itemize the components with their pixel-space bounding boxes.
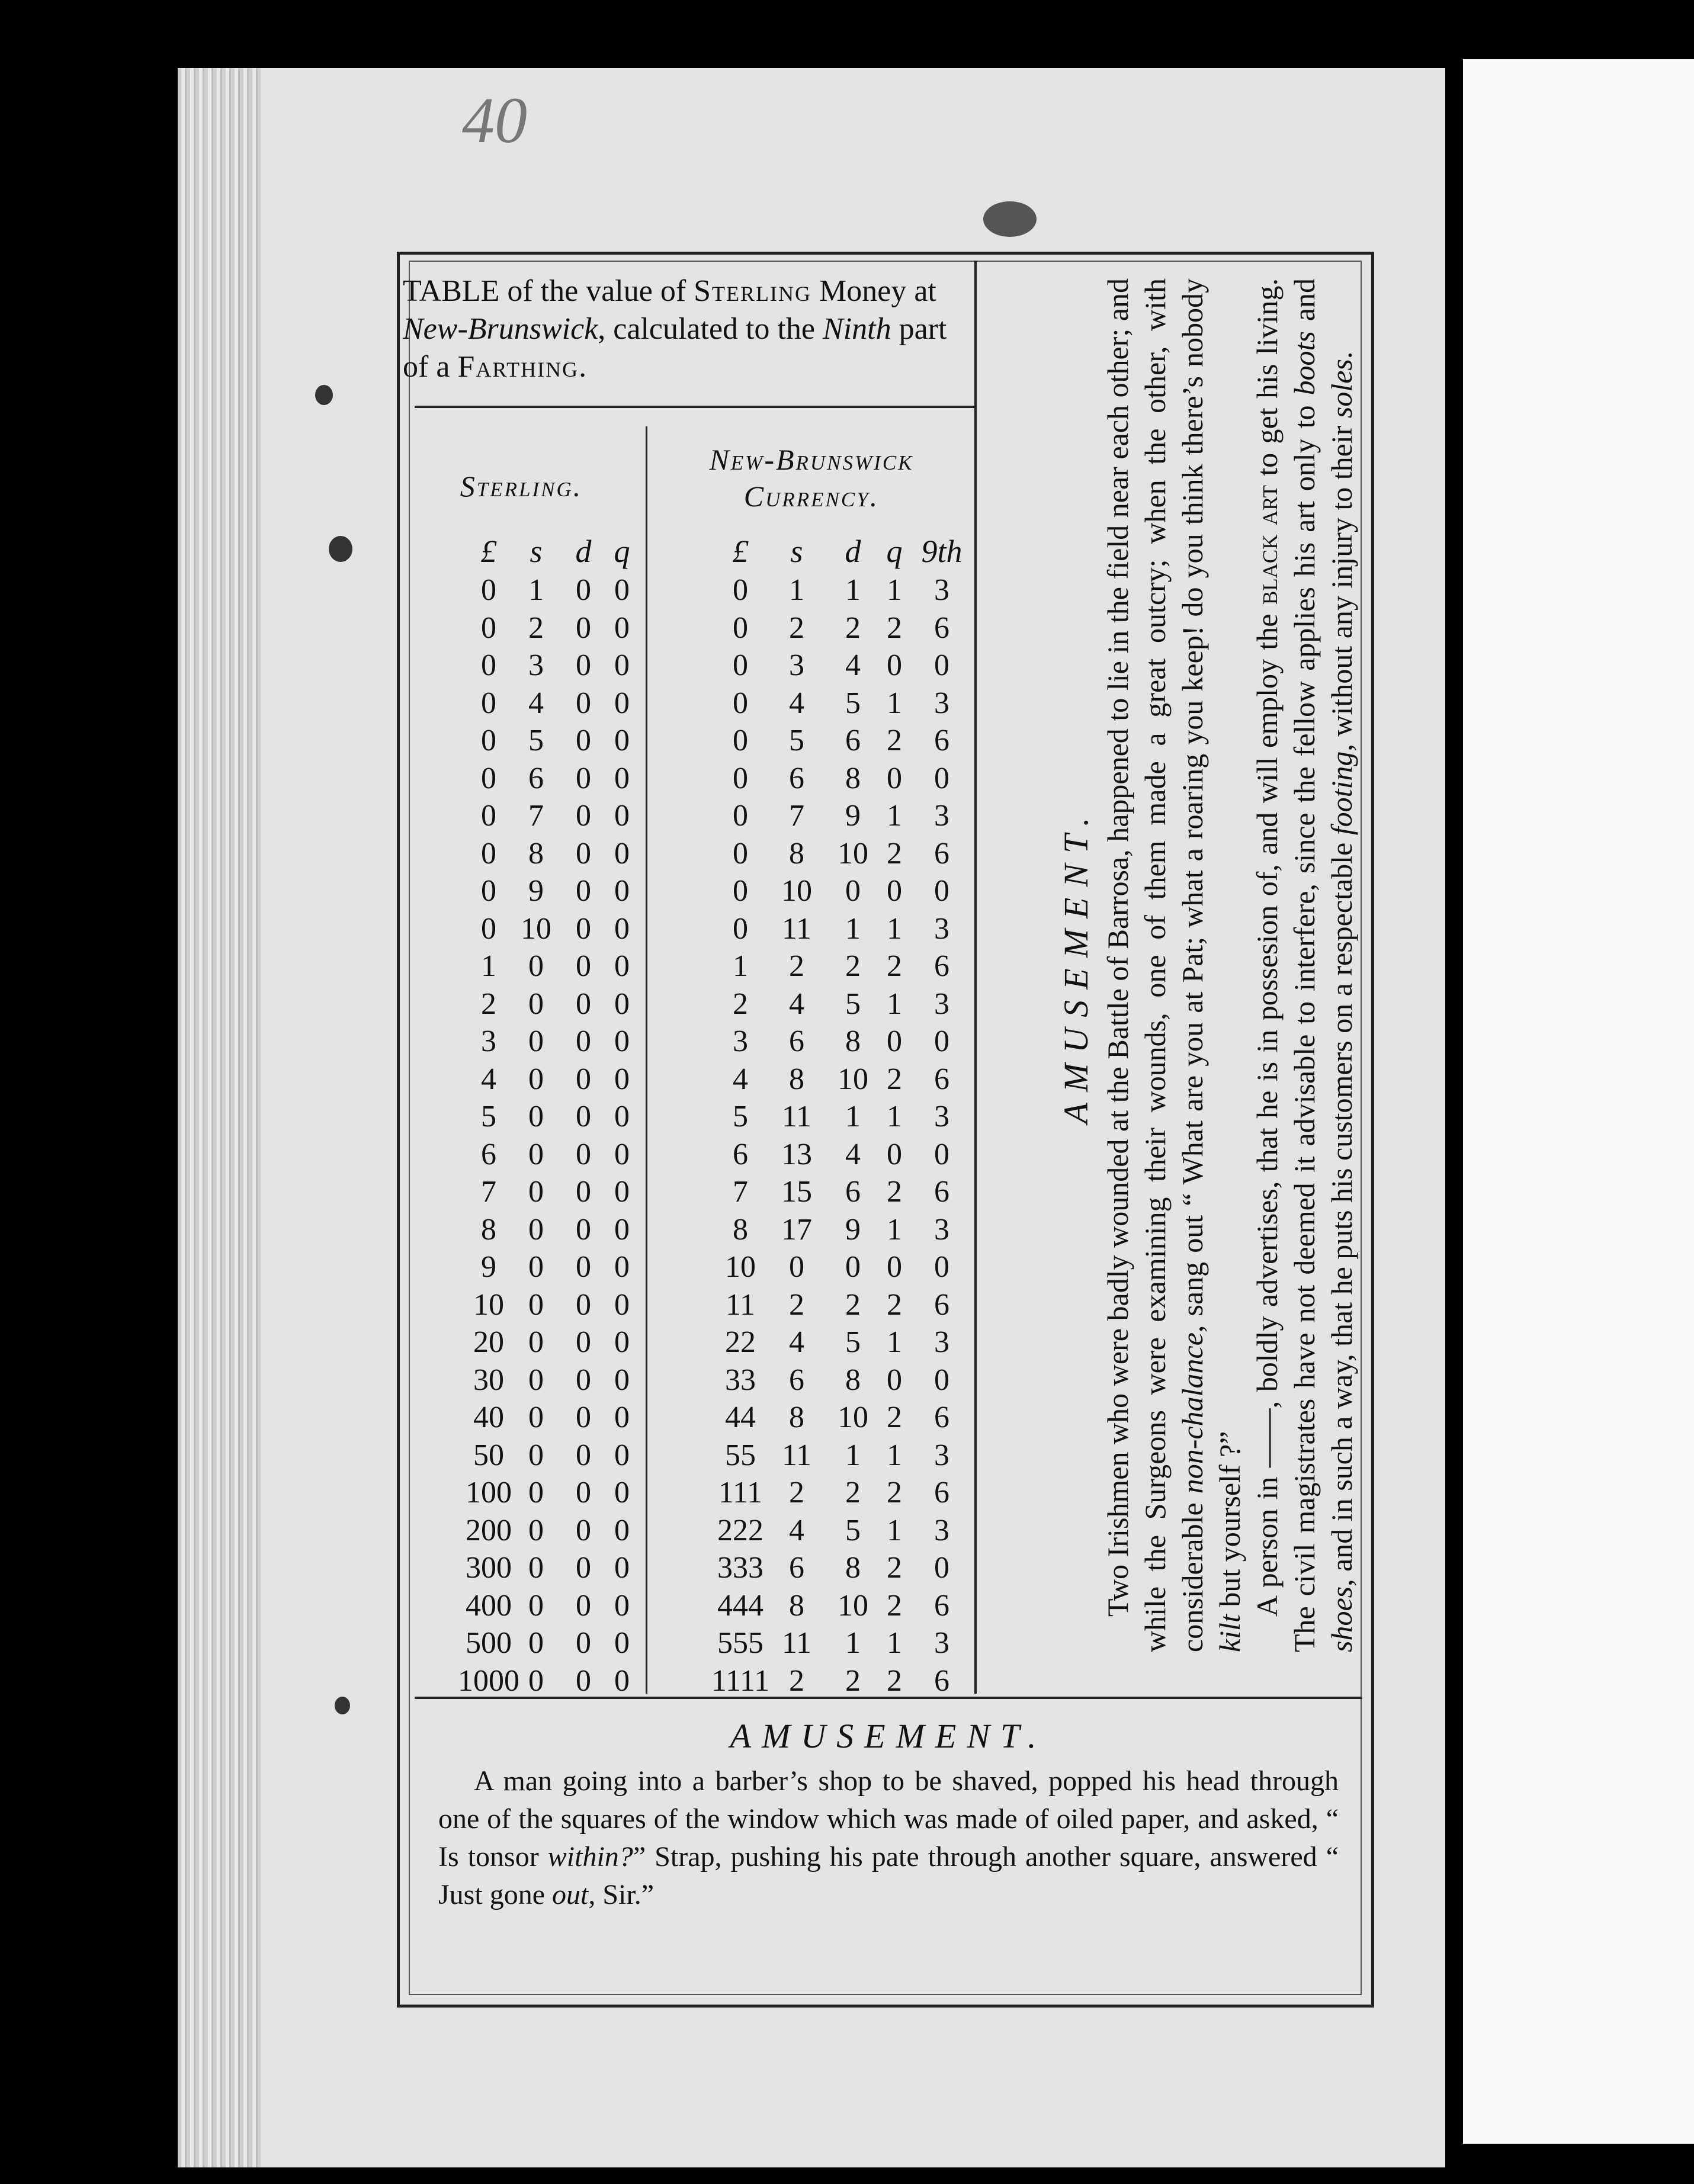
currency-cell: 0 [789, 1250, 804, 1284]
currency-cell: 6 [934, 1663, 949, 1698]
sterling-cell: 0 [528, 1363, 544, 1397]
sterling-cell: 0 [576, 1363, 591, 1397]
sterling-cell: 0 [576, 949, 591, 983]
currency-cell: 1 [887, 1626, 902, 1660]
currency-cell: 0 [934, 648, 949, 682]
sterling-cell: 1000 [458, 1663, 519, 1698]
sterling-cell: 8 [528, 836, 544, 871]
sterling-cell: 0 [576, 1100, 591, 1133]
side-article [1057, 278, 1377, 1652]
sterling-cell: 0 [576, 1287, 591, 1322]
currency-cell: 6 [934, 1062, 949, 1096]
sterling-cell: 0 [614, 761, 630, 795]
sterling-cell: 0 [614, 648, 630, 682]
sterling-cell: 0 [528, 1100, 544, 1133]
currency-cell: 6 [789, 1024, 804, 1058]
currency-cell: 2 [887, 724, 902, 757]
currency-cell: 2 [887, 1287, 902, 1322]
currency-cell: 9 [845, 1212, 861, 1247]
sterling-cell: 20 [473, 1325, 504, 1359]
sterling-cell: 0 [576, 1212, 591, 1247]
currency-cell: 3 [934, 573, 949, 607]
currency-cell: 0 [733, 911, 748, 946]
sterling-cell: 0 [528, 1476, 544, 1509]
currency-cell: 10 [781, 874, 812, 908]
currency-cell: 8 [789, 1062, 804, 1096]
sterling-cell: 0 [614, 1588, 630, 1623]
sterling-cell: 200 [466, 1513, 512, 1547]
currency-cell: 10 [838, 836, 868, 871]
currency-cell: 17 [781, 1212, 812, 1247]
side-article-heading: AMUSEMENT. [1057, 807, 1095, 1124]
currency-cell: 0 [733, 648, 748, 682]
currency-cell: 0 [887, 1250, 902, 1284]
currency-cell: 5 [789, 724, 804, 757]
sterling-cell: 0 [528, 1175, 544, 1209]
currency-cell: 5 [733, 1100, 748, 1133]
currency-cell: 2 [789, 949, 804, 983]
sterling-cell: 0 [528, 1551, 544, 1585]
currency-cell: 4 [789, 1513, 804, 1547]
currency-cell: 1 [845, 1438, 861, 1472]
sterling-cell: 0 [576, 1401, 591, 1434]
currency-cell: 0 [934, 761, 949, 795]
currency-cell: 1 [845, 573, 861, 607]
currency-cell: 2 [845, 1476, 861, 1509]
currency-cell: 3 [934, 1325, 949, 1359]
currency-cell: 111 [718, 1476, 763, 1509]
sterling-cell: 0 [576, 611, 591, 645]
currency-cell: 2 [887, 1588, 902, 1623]
currency-cell: 13 [781, 1137, 812, 1171]
sterling-cell: 0 [481, 799, 496, 833]
currency-cell: 0 [934, 1137, 949, 1171]
sterling-cell: 0 [576, 1137, 591, 1171]
sterling-cell: 30 [473, 1363, 504, 1397]
sterling-cell: 7 [528, 799, 544, 833]
sterling-cell: 10 [521, 911, 551, 946]
currency-cell: 6 [845, 724, 861, 757]
currency-cell: 6 [934, 836, 949, 871]
currency-cell: 3 [934, 1100, 949, 1133]
sterling-cell: 0 [614, 686, 630, 720]
currency-cell: 3 [934, 799, 949, 833]
currency-cell: 3 [934, 987, 949, 1021]
currency-cell: 1 [887, 1325, 902, 1359]
currency-cell: 0 [733, 836, 748, 871]
sterling-cell: 6 [528, 761, 544, 795]
currency-cell: 5 [845, 1325, 861, 1359]
sterling-column-heading: Sterling. [460, 470, 583, 503]
currency-cell: 55 [725, 1438, 756, 1472]
currency-cell: 1 [887, 1100, 902, 1133]
sterling-cell: 0 [528, 1137, 544, 1171]
currency-cell: 8 [789, 1401, 804, 1434]
sterling-cell: 50 [473, 1438, 504, 1472]
currency-cell: 11 [781, 911, 812, 946]
sterling-cell: 1 [528, 573, 544, 607]
sterling-cell: 40 [473, 1401, 504, 1434]
sterling-cell: 0 [528, 1325, 544, 1359]
sterling-cell: 0 [528, 1024, 544, 1058]
sterling-cell: 0 [528, 1438, 544, 1472]
sterling-cell: 6 [481, 1137, 496, 1171]
currency-cell: 4 [789, 1325, 804, 1359]
sterling-cell: 0 [576, 761, 591, 795]
sterling-cell: 1 [481, 949, 496, 983]
currency-cell: 0 [733, 573, 748, 607]
sterling-cell: 500 [466, 1626, 512, 1660]
sterling-cell: 0 [481, 686, 496, 720]
currency-cell: 6 [733, 1137, 748, 1171]
currency-cell: 8 [789, 1588, 804, 1623]
sterling-cell: 8 [481, 1212, 496, 1247]
currency-cell: 2 [887, 1551, 902, 1585]
currency-cell: 6 [845, 1175, 861, 1209]
currency-cell: 6 [934, 1476, 949, 1509]
facing-blank-page [1463, 59, 1694, 2144]
sterling-cell: 0 [528, 1062, 544, 1096]
sterling-cell: 0 [614, 1401, 630, 1434]
sterling-cell: 100 [466, 1476, 512, 1509]
currency-cell: 10 [838, 1401, 868, 1434]
sterling-cell: 0 [614, 1212, 630, 1247]
currency-cell: 2 [887, 836, 902, 871]
currency-cell: 6 [789, 761, 804, 795]
currency-cell: 0 [887, 648, 902, 682]
currency-unit-label: 9th [921, 534, 962, 569]
currency-cell: 8 [845, 1363, 861, 1397]
sterling-cell: 0 [614, 1363, 630, 1397]
sterling-cell: 3 [481, 1024, 496, 1058]
sterling-cell: 0 [481, 911, 496, 946]
sterling-cell: 0 [614, 1175, 630, 1209]
currency-cell: 1 [845, 1100, 861, 1133]
currency-cell: 3 [934, 1513, 949, 1547]
side-article-paragraph-1: Two Irishmen who were badly wounded at the Battle of Barrosa, happened to lie in the field near each other; and while the Surgeons were examining their wounds, one of them made a great outcry; when the other, with considerable non-chalance, sang out “ What are you at Pat; what a roaring you keep! do you think there’s nobody kilt but yourself ?” [1101, 278, 1246, 1652]
sterling-cell: 0 [528, 1626, 544, 1660]
currency-cell: 0 [934, 1363, 949, 1397]
currency-cell: 333 [717, 1551, 763, 1585]
currency-cell: 1 [845, 911, 861, 946]
ink-spot [315, 385, 333, 405]
currency-cell: 0 [934, 1551, 949, 1585]
currency-cell: 1 [733, 949, 748, 983]
currency-cell: 2 [887, 611, 902, 645]
currency-cell: 1 [887, 686, 902, 720]
currency-cell: 6 [789, 1363, 804, 1397]
currency-cell: 1 [887, 573, 902, 607]
sterling-cell: 0 [614, 799, 630, 833]
currency-cell: 6 [789, 1551, 804, 1585]
currency-cell: 7 [733, 1175, 748, 1209]
sterling-cell: 0 [614, 1438, 630, 1472]
sterling-cell: 0 [614, 874, 630, 908]
sterling-cell: 0 [576, 1476, 591, 1509]
sterling-cell: 10 [473, 1287, 504, 1322]
currency-cell: 1 [887, 1438, 902, 1472]
currency-cell: 0 [733, 724, 748, 757]
sterling-cell: 0 [576, 1663, 591, 1698]
ink-spot [983, 201, 1037, 237]
currency-cell: 11 [781, 1626, 812, 1660]
currency-cell: 222 [717, 1513, 763, 1547]
sterling-cell: 0 [614, 1513, 630, 1547]
sterling-cell: 0 [614, 1024, 630, 1058]
currency-cell: 1 [887, 1513, 902, 1547]
sterling-cell: 2 [481, 987, 496, 1021]
sterling-cell: 3 [528, 648, 544, 682]
sterling-cell: 0 [614, 1100, 630, 1133]
currency-cell: 6 [934, 949, 949, 983]
sterling-cell: 0 [528, 1250, 544, 1284]
sterling-cell: 400 [466, 1588, 512, 1623]
sterling-cell: 0 [576, 1250, 591, 1284]
sterling-cell: 0 [576, 911, 591, 946]
sterling-cell: 4 [481, 1062, 496, 1096]
currency-cell: 9 [845, 799, 861, 833]
side-article-paragraph-2: A person in ——, boldly advertises, that he is in possesion of, and will employ the black art to get his living. The civil magistrates have not deemed it advisable to interfere, since the fellow applies his art only to boots and shoes, and in such a way, that he puts his customers on a respectable footing, without any injury to their soles. [1250, 278, 1358, 1652]
sterling-unit-label: q [614, 534, 630, 569]
currency-cell: 33 [725, 1363, 756, 1397]
sterling-cell: 0 [576, 1551, 591, 1585]
sterling-cell: 300 [466, 1551, 512, 1585]
currency-cell: 3 [934, 686, 949, 720]
currency-cell: 4 [845, 648, 861, 682]
sterling-cell: 0 [576, 1626, 591, 1660]
currency-cell: 0 [934, 874, 949, 908]
currency-cell: 0 [934, 1024, 949, 1058]
currency-cell: 11 [725, 1287, 756, 1322]
currency-unit-label: s [790, 534, 803, 569]
ink-spot [329, 536, 352, 562]
currency-cell: 8 [845, 1024, 861, 1058]
bottom-article-paragraph: A man going into a barber’s shop to be shaved, popped his head through one of the squares of the window which was made of oiled paper, and asked, “ Is tonsor within?” Strap, pushing his pate through another square, answered “ Just gone out, Sir.” [438, 1765, 1339, 1910]
currency-cell: 0 [887, 874, 902, 908]
sterling-unit-label: s [530, 534, 543, 569]
currency-cell: 2 [789, 1663, 804, 1698]
currency-cell: 1 [887, 987, 902, 1021]
currency-cell: 6 [934, 611, 949, 645]
sterling-cell: 0 [614, 724, 630, 757]
currency-cell: 3 [934, 1212, 949, 1247]
currency-cell: 6 [934, 724, 949, 757]
sterling-cell: 0 [528, 1588, 544, 1623]
currency-cell: 555 [717, 1626, 763, 1660]
sterling-unit-label: d [575, 534, 592, 569]
currency-cell: 2 [887, 1062, 902, 1096]
sterling-cell: 0 [614, 1325, 630, 1359]
currency-cell: 2 [789, 611, 804, 645]
sterling-cell: 0 [481, 761, 496, 795]
sterling-cell: 0 [576, 987, 591, 1021]
sterling-cell: 0 [528, 987, 544, 1021]
currency-cell: 8 [733, 1212, 748, 1247]
sterling-cell: 0 [528, 1212, 544, 1247]
sterling-cell: 0 [576, 1438, 591, 1472]
sterling-cell: 0 [528, 1401, 544, 1434]
sterling-cell: 0 [576, 1513, 591, 1547]
currency-cell: 3 [934, 1438, 949, 1472]
sterling-cell: 0 [528, 949, 544, 983]
currency-cell: 3 [934, 1626, 949, 1660]
sterling-cell: 2 [528, 611, 544, 645]
currency-cell: 2 [845, 949, 861, 983]
sterling-cell: 0 [614, 573, 630, 607]
sterling-cell: 0 [614, 1137, 630, 1171]
bottom-article-heading: AMUSEMENT. [730, 1717, 1047, 1755]
sterling-cell: 0 [614, 949, 630, 983]
currency-cell: 0 [887, 1363, 902, 1397]
currency-cell: 11 [781, 1100, 812, 1133]
currency-unit-label: q [886, 534, 903, 569]
currency-cell: 5 [845, 1513, 861, 1547]
sterling-cell: 0 [614, 987, 630, 1021]
sterling-cell: 0 [528, 1513, 544, 1547]
currency-cell: 8 [845, 761, 861, 795]
sterling-cell: 0 [614, 611, 630, 645]
currency-cell: 2 [789, 1476, 804, 1509]
currency-cell: 6 [934, 1287, 949, 1322]
currency-cell: 0 [934, 1250, 949, 1284]
sterling-cell: 0 [614, 1551, 630, 1585]
sterling-cell: 0 [576, 648, 591, 682]
currency-cell: 0 [887, 1137, 902, 1171]
sterling-cell: 0 [614, 1663, 630, 1698]
currency-cell: 4 [789, 987, 804, 1021]
currency-cell: 4 [733, 1062, 748, 1096]
bottom-article [438, 1717, 1339, 1914]
currency-cell: 1 [887, 799, 902, 833]
currency-cell: 1111 [711, 1663, 770, 1698]
sterling-cell: 0 [576, 874, 591, 908]
currency-cell: 2 [887, 949, 902, 983]
currency-cell: 2 [733, 987, 748, 1021]
currency-cell: 10 [838, 1588, 868, 1623]
sterling-cell: 0 [614, 911, 630, 946]
sterling-cell: 0 [528, 1287, 544, 1322]
currency-cell: 5 [845, 686, 861, 720]
currency-unit-label: d [845, 534, 861, 569]
sterling-cell: 0 [614, 1626, 630, 1660]
currency-cell: 44 [725, 1401, 756, 1434]
currency-cell: 0 [845, 1250, 861, 1284]
sterling-cell: 0 [576, 1062, 591, 1096]
sterling-cell: 4 [528, 686, 544, 720]
sterling-cell: 0 [614, 1250, 630, 1284]
currency-cell: 0 [887, 761, 902, 795]
currency-cell: 0 [733, 611, 748, 645]
currency-cell: 4 [789, 686, 804, 720]
sterling-cell: 0 [481, 648, 496, 682]
currency-cell: 0 [733, 761, 748, 795]
currency-cell: 2 [887, 1175, 902, 1209]
sterling-cell: 0 [481, 724, 496, 757]
currency-cell: 0 [733, 799, 748, 833]
sterling-cell: 0 [576, 724, 591, 757]
sterling-cell: 0 [576, 836, 591, 871]
currency-cell: 2 [845, 1663, 861, 1698]
currency-cell: 6 [934, 1401, 949, 1434]
currency-cell: 15 [781, 1175, 812, 1209]
currency-cell: 22 [725, 1325, 756, 1359]
table-title: TABLE of the value of Sterling Money at New-Brunswick, calculated to the Ninth part of a Farthing. [403, 274, 947, 384]
currency-cell: 1 [845, 1626, 861, 1660]
currency-cell: 1 [789, 573, 804, 607]
currency-cell: 0 [733, 874, 748, 908]
currency-cell: 2 [887, 1401, 902, 1434]
sterling-divider [646, 426, 647, 1694]
currency-cell: 5 [845, 987, 861, 1021]
handwritten-page-number: 40 [462, 84, 527, 156]
currency-cell: 6 [934, 1175, 949, 1209]
currency-cell: 2 [845, 611, 861, 645]
currency-cell: 3 [733, 1024, 748, 1058]
currency-cell: 6 [934, 1588, 949, 1623]
currency-cell: 8 [789, 836, 804, 871]
currency-cell: 8 [845, 1551, 861, 1585]
currency-cell: 2 [887, 1663, 902, 1698]
currency-unit-label: £ [732, 534, 749, 569]
sterling-cell: 5 [528, 724, 544, 757]
currency-cell: 0 [845, 874, 861, 908]
sterling-cell: 0 [576, 1175, 591, 1209]
currency-column-heading: New-Brunswick Currency. [709, 443, 914, 513]
sterling-cell: 7 [481, 1175, 496, 1209]
sterling-cell: 0 [614, 1062, 630, 1096]
sterling-cell: 0 [576, 1588, 591, 1623]
currency-cell: 11 [781, 1438, 812, 1472]
sterling-cell: 0 [481, 573, 496, 607]
currency-cell: 444 [717, 1588, 763, 1623]
sterling-cell: 0 [528, 1663, 544, 1698]
sterling-cell: 0 [576, 1325, 591, 1359]
sterling-cell: 0 [481, 874, 496, 908]
sterling-unit-label: £ [480, 534, 497, 569]
currency-cell: 2 [887, 1476, 902, 1509]
sterling-cell: 0 [481, 611, 496, 645]
sterling-cell: 0 [576, 799, 591, 833]
currency-cell: 4 [845, 1137, 861, 1171]
sterling-cell: 0 [614, 1476, 630, 1509]
sterling-cell: 9 [481, 1250, 496, 1284]
sterling-cell: 5 [481, 1100, 496, 1133]
ink-spot [335, 1697, 350, 1714]
column-divider [974, 261, 977, 1694]
currency-cell: 0 [887, 1024, 902, 1058]
title-rule [415, 406, 974, 408]
currency-cell: 2 [845, 1287, 861, 1322]
currency-cell: 1 [887, 911, 902, 946]
currency-cell: 3 [789, 648, 804, 682]
sterling-cell: 9 [528, 874, 544, 908]
sterling-cell: 0 [481, 836, 496, 871]
currency-cell: 3 [934, 911, 949, 946]
currency-cell: 7 [789, 799, 804, 833]
currency-cell: 10 [838, 1062, 868, 1096]
currency-cell: 0 [733, 686, 748, 720]
currency-cell: 10 [725, 1250, 756, 1284]
currency-cell: 1 [887, 1212, 902, 1247]
sterling-cell: 0 [614, 1287, 630, 1322]
sterling-cell: 0 [576, 686, 591, 720]
page-edge-stack [178, 68, 261, 2167]
sterling-cell: 0 [576, 573, 591, 607]
currency-cell: 2 [789, 1287, 804, 1322]
sterling-cell: 0 [614, 836, 630, 871]
sterling-cell: 0 [576, 1024, 591, 1058]
